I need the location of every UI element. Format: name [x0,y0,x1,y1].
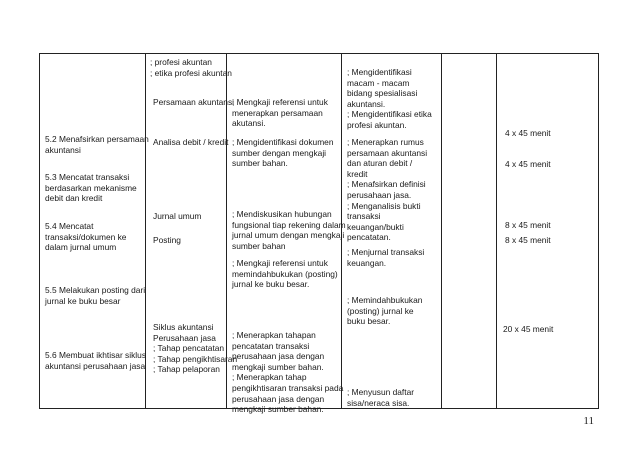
material-item: Siklus akuntansi Perusahaan jasa ; Tahap pencatatan ; Tahap pengikhtisaran ; Tahap pelaporan [153,322,238,375]
indicator-item: ; Memindahbukukan (posting) jurnal ke buku besar. [347,295,423,327]
col-divider [598,53,599,409]
col-divider [39,53,40,409]
syllabus-table [39,53,599,415]
activity-item: ; Mendiskusikan hubungan fungsional tiap rekening dalam jurnal umum dengan mengkaji sumber bahan [232,209,346,251]
material-item: Jurnal umum [153,211,202,221]
time-allocation: 4 x 45 menit [505,128,551,138]
competency-5-2: 5.2 Menafsirkan persamaan akuntansi [45,134,149,155]
indicator-item: ; Menjurnal transaksi keuangan. [347,247,425,268]
indicator-item: ; Menerapkan rumus persamaan akuntansi dan aturan debit / kredit ; Menafsirkan definisi perusahaan jasa. ; Menganalisis bukti transaksi keuangan/bukti pencatatan. [347,137,428,243]
competency-5-3: 5.3 Mencatat transaksi berdasarkan mekanisme debit dan kredit [45,172,137,204]
page-number: 11 [583,415,594,427]
time-allocation: 8 x 45 menit [505,235,551,245]
col-divider [496,53,497,409]
material-item: Analisa debit / kredit [153,137,229,147]
material-item: Persamaan akuntansi [153,97,235,107]
time-allocation: 4 x 45 menit [505,159,551,169]
competency-5-5: 5.5 Melakukan posting dari jurnal ke buku besar [45,285,146,306]
indicator-item: ; Mengidentifikasi macam - macam bidang spesialisasi akuntansi. ; Mengidentifikasi etika profesi akuntan. [347,67,432,130]
time-allocation: 20 x 45 menit [503,324,554,334]
time-allocation: 8 x 45 menit [505,220,551,230]
competency-5-4: 5.4 Mencatat transaksi/dokumen ke dalam jurnal umum [45,221,127,253]
activity-item: ; Mengidentifikasi dokumen sumber dengan mengkaji sumber bahan. [232,137,334,169]
activity-item: ; Menerapkan tahapan pencatatan transaksi perusahaan jasa dengan mengkaji sumber bahan. ; Menerapkan tahap pengikhtisaran transaksi pada perusahaan jasa dengan mengkaji sumber bahan. [232,330,344,415]
table-top-border [39,53,599,54]
material-top: ; profesi akuntan ; etika profesi akuntan [150,57,232,78]
material-item: Posting [153,235,181,245]
activity-item: ; Mengkaji referensi untuk menerapkan persamaan akutansi. [232,97,328,129]
competency-5-6: 5.6 Membuat ikhtisar siklus akuntansi perusahaan jasa [45,350,147,371]
col-divider [441,53,442,409]
indicator-item: ; Menyusun daftar sisa/neraca sisa. [347,387,415,408]
activity-item: ; Mengkaji referensi untuk memindahbukukan (posting) jurnal ke buku besar. [232,258,338,290]
